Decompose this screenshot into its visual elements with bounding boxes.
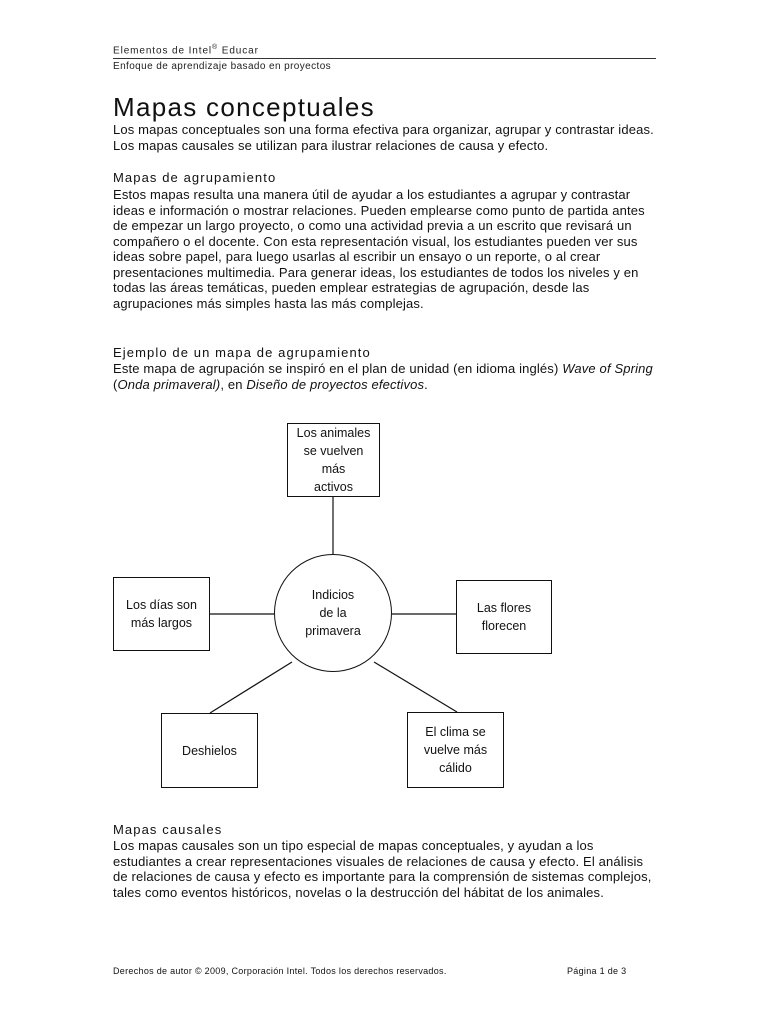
node-thaws: Deshielos bbox=[161, 713, 258, 788]
node-center-spring-signs: Indicios de la primavera bbox=[274, 554, 392, 672]
intro-paragraph: Los mapas conceptuales son una forma efectiva para organizar, agrupar y contrastar ideas. Los mapas causales se utilizan para ilustrar relaciones de causa y efecto. bbox=[113, 122, 654, 153]
node-flowers-bloom: Las flores florecen bbox=[456, 580, 552, 654]
node-animals-active: Los animales se vuelven más activos bbox=[287, 423, 380, 497]
grouping-maps-paragraph: Estos mapas resulta una manera útil de ayudar a los estudiantes a agrupar y contrastar ideas e información o mostrar relaciones. Pueden emplearse como punto de partida antes de empezar un largo proyecto, o como una actividad previa a un escrito que revisará un compañero o el docente. Con esta representación visual, los estudiantes pueden ver sus ideas sobre papel, para luego usarlas al escribir un ensayo o un reporte, o al crear presentaciones multimedia. Para generar ideas, los estudiantes de todos los niveles y en todas las áreas temáticas, pueden emplear estrategias de agrupación, desde las agrupaciones más simples hasta las más complejas. bbox=[113, 187, 645, 311]
node-longer-days: Los días son más largos bbox=[113, 577, 210, 651]
connector-bottom-right bbox=[374, 662, 457, 712]
connector-bottom-left bbox=[210, 662, 292, 713]
footer-copyright: Derechos de autor © 2009, Corporación Intel. Todos los derechos reservados. bbox=[113, 966, 447, 976]
header-program-name: Elementos de Intel® Educar bbox=[113, 44, 259, 57]
footer-page-number: Página 1 de 3 bbox=[567, 966, 627, 976]
causal-maps-heading: Mapas causales bbox=[113, 822, 223, 837]
example-heading: Ejemplo de un mapa de agrupamiento bbox=[113, 345, 371, 360]
grouping-maps-heading: Mapas de agrupamiento bbox=[113, 170, 277, 185]
causal-maps-paragraph: Los mapas causales son un tipo especial de mapas conceptuales, y ayudan a los estudiantes a crear representaciones visuales de relaciones de causa y efecto. El análisis de relaciones de causa y efecto es importante para la comprensión de sistemas complejos, tales como eventos históricos, novelas o la destrucción del hábitat de los animales. bbox=[113, 838, 652, 900]
page-title: Mapas conceptuales bbox=[113, 92, 375, 122]
example-paragraph: Este mapa de agrupación se inspiró en el plan de unidad (en idioma inglés) Wave of Spring (Onda primaveral), en Diseño de proyectos efectivos. bbox=[113, 361, 653, 392]
header-subtitle: Enfoque de aprendizaje basado en proyectos bbox=[113, 61, 332, 72]
node-warmer-weather: El clima se vuelve más cálido bbox=[407, 712, 504, 788]
header-rule bbox=[113, 58, 656, 59]
